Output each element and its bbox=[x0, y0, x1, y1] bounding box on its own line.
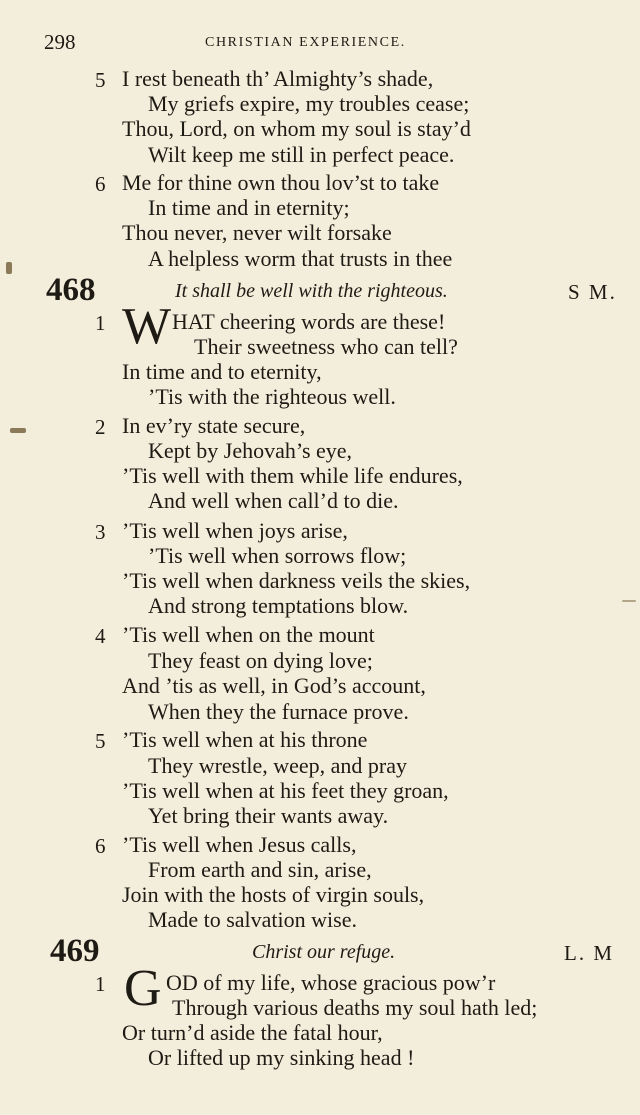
verse-line: OD of my life, whose gracious pow’r bbox=[166, 970, 496, 995]
verse-line: Me for thine own thou lov’st to take bbox=[122, 170, 440, 195]
verse-line: ’Tis well when joys arise, bbox=[122, 518, 348, 543]
verse-line: Through various deaths my soul hath led; bbox=[172, 995, 538, 1020]
verse-line: ’Tis well when at his throne bbox=[122, 727, 368, 752]
hymn-number: 469 bbox=[50, 933, 100, 969]
verse-line: ’Tis well when Jesus calls, bbox=[122, 832, 357, 857]
verse-line: In time and to eternity, bbox=[122, 359, 322, 384]
verse-line: And well when call’d to die. bbox=[148, 488, 399, 513]
hymn-title: Christ our refuge. bbox=[252, 941, 396, 963]
verse-line: In ev’ry state secure, bbox=[122, 413, 306, 438]
hymn-title: It shall be well with the righteous. bbox=[175, 280, 448, 302]
page-number: 298 bbox=[44, 30, 76, 54]
verse-line: Their sweetness who can tell? bbox=[194, 334, 458, 359]
paper-blemish bbox=[10, 428, 26, 433]
paper-blemish bbox=[6, 262, 12, 274]
verse-line: They feast on dying love; bbox=[148, 648, 373, 673]
stanza-number: 5 bbox=[95, 729, 106, 753]
verse-line: Or turn’d aside the fatal hour, bbox=[122, 1020, 383, 1045]
verse-line: Kept by Jehovah’s eye, bbox=[148, 438, 353, 463]
verse-line: ’Tis well when sorrows flow; bbox=[148, 543, 407, 568]
verse-line: Wilt keep me still in perfect peace. bbox=[148, 142, 455, 167]
paper-blemish bbox=[622, 600, 636, 602]
verse-line: Yet bring their wants away. bbox=[148, 803, 389, 828]
verse-line: A helpless worm that trusts in thee bbox=[148, 246, 453, 271]
verse-line: ’Tis well when darkness veils the skies, bbox=[122, 568, 471, 593]
verse-line: ’Tis well with them while life endures, bbox=[122, 463, 463, 488]
drop-cap: G bbox=[124, 960, 162, 1017]
verse-line: ’Tis with the righteous well. bbox=[148, 384, 396, 409]
verse-line: ’Tis well when on the mount bbox=[122, 622, 375, 647]
stanza-number: 3 bbox=[95, 520, 106, 544]
verse-line: HAT cheering words are these! bbox=[172, 309, 446, 334]
verse-line: In time and in eternity; bbox=[148, 195, 350, 220]
verse-line: Made to salvation wise. bbox=[148, 907, 357, 932]
stanza-number: 1 bbox=[95, 311, 106, 335]
verse-line: Or lifted up my sinking head ! bbox=[148, 1045, 415, 1070]
page-header bbox=[0, 30, 640, 56]
verse-line: I rest beneath th’ Almighty’s shade, bbox=[122, 66, 434, 91]
stanza-number: 6 bbox=[95, 172, 106, 196]
stanza-number: 5 bbox=[95, 68, 106, 92]
running-title: CHRISTIAN EXPERIENCE. bbox=[205, 35, 406, 50]
stanza-number: 1 bbox=[95, 972, 106, 996]
verse-line: My griefs expire, my troubles cease; bbox=[148, 91, 470, 116]
verse-line: From earth and sin, arise, bbox=[148, 857, 372, 882]
verse-line: And strong temptations blow. bbox=[148, 593, 409, 618]
verse-line: And ’tis as well, in God’s account, bbox=[122, 673, 426, 698]
verse-line: Thou never, never wilt forsake bbox=[122, 220, 392, 245]
verse-line: ’Tis well when at his feet they groan, bbox=[122, 778, 449, 803]
verse-line: They wrestle, weep, and pray bbox=[148, 753, 408, 778]
verse-line: When they the furnace prove. bbox=[148, 699, 409, 724]
verse-line: Thou, Lord, on whom my soul is stay’d bbox=[122, 116, 471, 141]
stanza-number: 6 bbox=[95, 834, 106, 858]
drop-cap: W bbox=[122, 298, 172, 355]
stanza-number: 4 bbox=[95, 624, 106, 648]
verse-line: Join with the hosts of virgin souls, bbox=[122, 882, 425, 907]
hymn-meter: S M. bbox=[568, 280, 617, 304]
hymn-number: 468 bbox=[46, 272, 96, 308]
stanza-number: 2 bbox=[95, 415, 106, 439]
hymn-meter: L. M bbox=[564, 941, 614, 965]
